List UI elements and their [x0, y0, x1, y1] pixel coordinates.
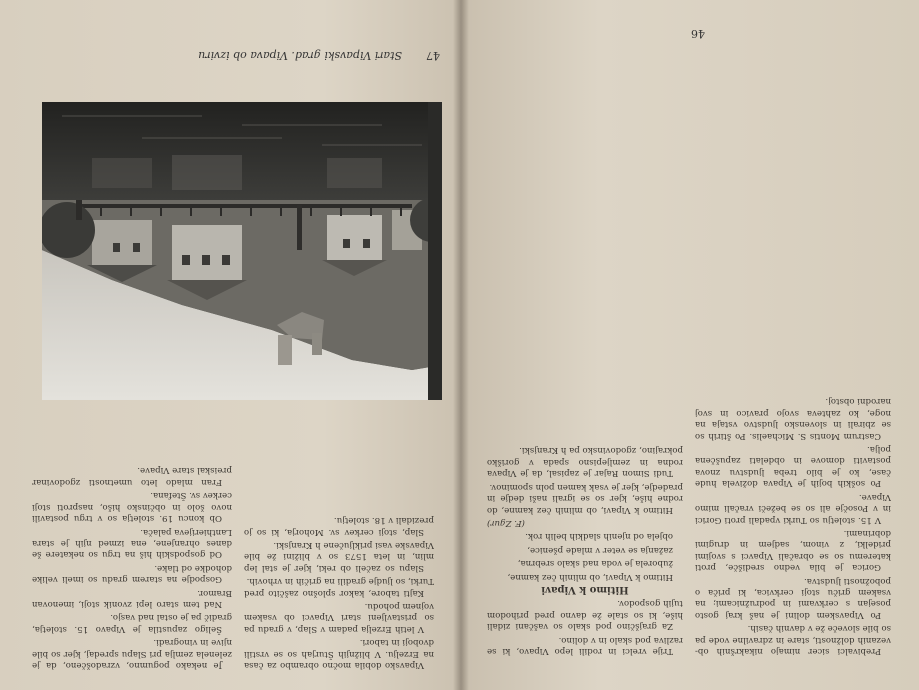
- poem-line: Hitimo k Vipavi, ob mlinih čez kamne,: [507, 571, 673, 582]
- right-text-column-2: [32, 415, 232, 670]
- paragraph: Po Vipavskem dolini je naš kraj gosto posejan s cerkvami in podružnicami; na vsakem griču stoji cerkvica, ki priča o pobožnosti ljudstva.: [695, 575, 891, 620]
- poem-line: zažanja se veter v mlade pšenice,: [527, 544, 673, 555]
- book-gutter: [453, 0, 469, 690]
- right-text-column-1: [244, 415, 434, 670]
- paragraph: V letih Erzelja padam v Slap, v gradu pa so pristavljeni stari Vipavci ob vsakem vojnem pohodu.: [244, 600, 434, 634]
- paragraph: Šeligo zapustila je Vipavo 15. stoletja, gradič pa je ostal nad vasjo.: [32, 612, 232, 634]
- left-text-column-2: [487, 56, 683, 656]
- paragraph: Tudi Simon Rajar je zapisal, da je Vipava rodna in zemljepisno spada v goriško pokrajino, zgodovinsko pa h Kranjski.: [487, 445, 683, 479]
- paragraph: V 15. stoletju so Turki vpadali proti Gorici in v Posočje ali so se bežeči vračali mimo Vipave.: [695, 491, 891, 525]
- paragraph: Gorica je bila vedno središče, proti kateremu so se obračali Vipavci s svojimi pridelki, z vinom, sadjem in drugimi dobrinami.: [695, 527, 891, 573]
- poem-line: objela od njenih sladkih belih rok.: [525, 531, 673, 542]
- paragraph: Po soških bojih je Vipava doživela hude čase, ko je bilo treba ljudstvu znova postaviti domove in obdelati zapuščena polja.: [695, 444, 891, 489]
- page-number-left: 46: [691, 27, 705, 40]
- paragraph: Za grajščino pod skalo so vaščani zidali hiše, ki so stale že davno pred prihodom tujih gospodov.: [487, 598, 683, 632]
- paragraph: Prebivalci sicer nimajo nikakršnih ob-vezanih dolžnosti, stare in zdravilne vode pa so bile sloveče že v davnih časih.: [695, 623, 891, 656]
- paragraph: Trije vrelci in rodili lepo Vipavo, ki se razliva pod skalo in v dolino.: [487, 634, 683, 656]
- castle-photo: [42, 102, 442, 400]
- paragraph: Castrum Montis S. Michaelis. Po štirih so se zbirali in slovensko ljudstvo vstaja na noge, ko zahteva svojo pravico in svoj narodni obstoj.: [695, 396, 891, 441]
- paragraph: Kajti tabore, kakor splošno zaščito pred Turki, so ljudje gradili na gričih in vrhovih.: [244, 576, 434, 598]
- paragraph: Gospodje na starem gradu so imeli velike dohodke od tlake.: [32, 562, 232, 585]
- left-page: [462, 0, 919, 690]
- poem-title: Hitimo k Vipavi: [541, 583, 629, 595]
- poem-line: žuborela je voda nad skalo srebrna,: [517, 558, 673, 569]
- castle-photo-image: [42, 102, 442, 400]
- paragraph: Od gospodskih hiš na trgu so nekatere še danes ohranjene, ena izmed njih je stara Lanthierijeva palača.: [32, 526, 232, 560]
- paragraph: Fran mlado leto umetnosti zgodovinar preiskal stare Vipave.: [32, 465, 232, 487]
- page-number-right: 47: [426, 49, 440, 62]
- paragraph: Slapu so začeli ob reki, kjer je stal lep mlin, in leta 1573 so v bližini že bile Vipavske vasi priključene h Kranjski.: [244, 539, 434, 573]
- poem-signature: (F. Zgur): [487, 517, 525, 528]
- paragraph: Hitimo k Vipavi, ob mlinih čez kamne, do rodne hiše, kjer so se igrali naši dedje in pradedje, kjer je vsak kamen poln spominov.: [487, 481, 683, 515]
- paragraph: Je nekako pogumno, vzradoščeno, da je zelenela zemlja pri Slapu spredaj, kjer so bile njive in vinogradi.: [32, 637, 232, 670]
- paragraph: Vipavsko dobila močno obrambo za časa na Erzelju. V bližnjih Šturjah so se vrstili dvoboji in tabori.: [244, 637, 434, 670]
- paragraph: Slap, stoji cerkev sv. Mohorja, ki so jo prezidali v 18. stoletju.: [244, 515, 434, 537]
- running-head: Stari Vipavski grad. Vipava ob izviru: [198, 49, 402, 62]
- paragraph: Ob koncu 19. stoletja so v trgu postavili novo šolo in občinsko hišo, nasproti stoji cerkev sv. Štefana.: [32, 490, 232, 524]
- left-text-column-1: [695, 56, 891, 656]
- paragraph: Nad tem staro lepi zvonik stoji, imenovan Bramor.: [32, 587, 232, 609]
